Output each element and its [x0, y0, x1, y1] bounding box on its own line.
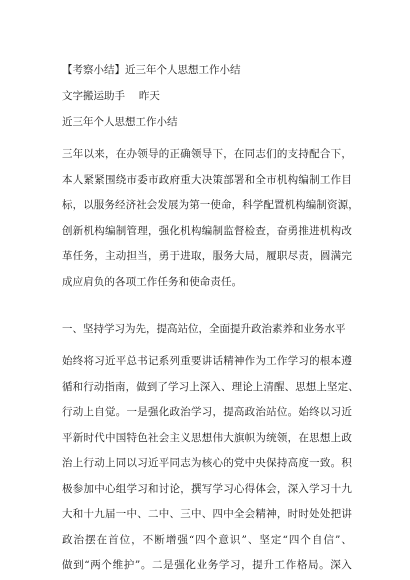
- intro-line: 标，以服务经济社会发展为第一使命，科学配置机构编制资源，: [62, 199, 359, 211]
- intro-line: 三年以来，在办领导的正确领导下，在同志们的支持配合下，: [62, 148, 352, 160]
- section-line: 极参加中心组学习和讨论，撰写学习心得体会，深入学习十九: [62, 482, 352, 495]
- section-line: 做到“两个维护”。二是强化业务学习，提升工作格局。深入: [62, 559, 352, 571]
- section-line: 始终将习近平总书记系列重要讲话精神作为工作学习的根本遵: [62, 355, 352, 367]
- section-line: 行动上自觉。一是强化政治学习，提高政治站位。始终以习近: [62, 406, 352, 418]
- author-line: 文字搬运助手 昨天: [62, 90, 160, 102]
- document-title-line: 【考察小结】近三年个人思想工作小结: [62, 64, 241, 76]
- section-line: 治上行动上同以习近平同志为核心的党中央保持高度一致。积: [62, 457, 352, 469]
- section-line: 大和十九届一中、二中、三中、四中全会精神，时时处处把讲: [62, 508, 352, 520]
- intro-line: 成应肩负的各项工作任务和使命责任。: [62, 275, 243, 288]
- section-line: 政治摆在首位，不断增强“四个意识”、坚定“四个自信”、: [62, 533, 352, 546]
- intro-line: 本人紧紧围绕市委市政府重大决策部署和全市机构编制工作目: [62, 173, 352, 186]
- intro-paragraph: [62, 142, 359, 295]
- section-line: 平新时代中国特色社会主义思想伟大旗帜为统领，在思想上政: [62, 431, 352, 444]
- section-paragraph: [62, 349, 359, 579]
- intro-line: 创新机构编制管理，强化机构编制监督检查，奋勇推进机构改: [62, 224, 352, 237]
- intro-line: 革任务，主动担当，勇于进取，服务大局，履职尽责，圆满完: [62, 250, 352, 262]
- document-subtitle: 近三年个人思想工作小结: [62, 116, 178, 128]
- section-heading: 一、坚持学习为先，提高站位，全面提升政治素养和业务水平: [62, 323, 346, 335]
- section-line: 循和行动指南，做到了学习上深入、理论上清醒、思想上坚定、: [62, 380, 359, 393]
